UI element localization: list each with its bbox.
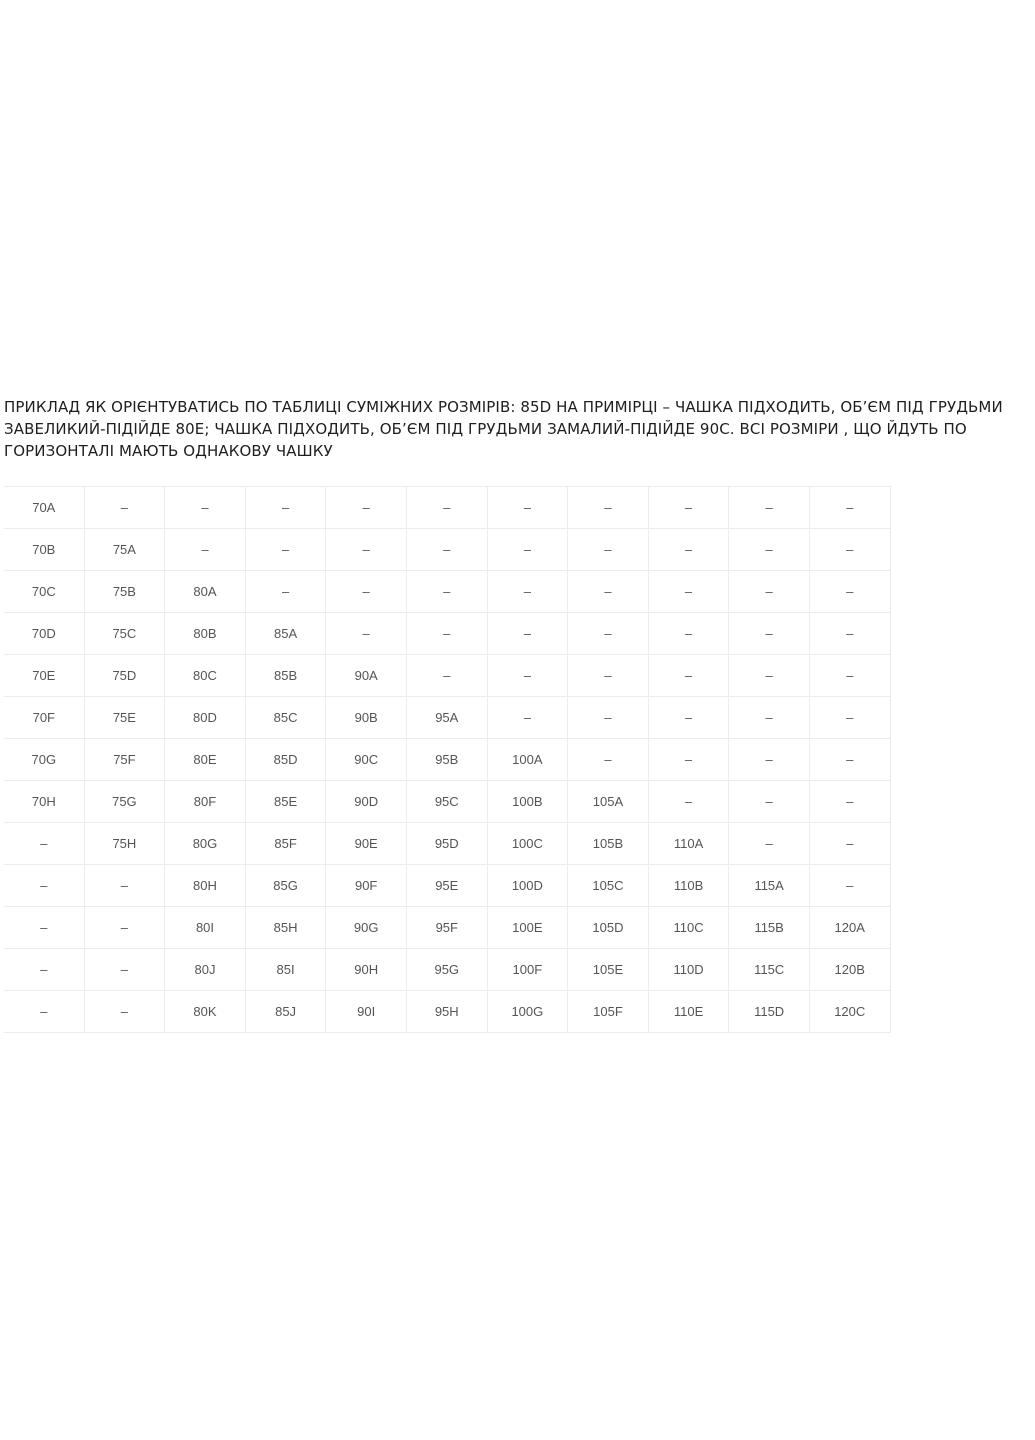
table-row <box>4 823 890 865</box>
table-cell: 110B <box>648 865 729 907</box>
table-cell: – <box>487 571 568 613</box>
table-cell: – <box>648 613 729 655</box>
table-cell: – <box>568 571 649 613</box>
table-cell: 85D <box>245 739 326 781</box>
table-cell: – <box>4 865 84 907</box>
table-cell: – <box>84 991 165 1033</box>
table-cell: 120B <box>809 949 890 991</box>
table-cell: 110C <box>648 907 729 949</box>
table-cell: – <box>648 655 729 697</box>
table-row <box>4 697 890 739</box>
intro-text: ПРИКЛАД ЯК ОРІЄНТУВАТИСЬ ПО ТАБЛИЦІ СУМІЖНИХ РОЗМІРІВ: 85D НА ПРИМІРЦІ – ЧАШКА ПІДХОДИТЬ, ОБ’ЄМ ПІД ГРУДЬМИ ЗАВЕЛИКИЙ-ПІДІЙДЕ 80Е; ЧАШКА ПІДХОДИТЬ, ОБ’ЄМ ПІД ГРУДЬМИ ЗАМАЛИЙ-ПІДІЙДЕ 90С. ВСІ РОЗМІРИ , ЩО ЙДУТЬ ПО ГОРИЗОНТАЛІ МАЮТЬ ОДНАКОВУ ЧАШКУ <box>4 398 1003 460</box>
table-cell: – <box>245 571 326 613</box>
table-cell: 90D <box>326 781 407 823</box>
table-cell: 115A <box>729 865 810 907</box>
table-cell: – <box>729 739 810 781</box>
table-cell: – <box>84 949 165 991</box>
table-cell: – <box>245 529 326 571</box>
table-cell: 105B <box>568 823 649 865</box>
table-cell: 110D <box>648 949 729 991</box>
table-cell: 90I <box>326 991 407 1033</box>
table-cell: – <box>809 823 890 865</box>
table-cell: – <box>4 991 84 1033</box>
table-cell: 70D <box>4 613 84 655</box>
table-cell: – <box>729 781 810 823</box>
table-cell: 115D <box>729 991 810 1033</box>
table-cell: 100A <box>487 739 568 781</box>
table-cell: 80F <box>165 781 246 823</box>
table-cell: 80B <box>165 613 246 655</box>
table-cell: 80C <box>165 655 246 697</box>
table-cell: 85H <box>245 907 326 949</box>
table-cell: – <box>568 697 649 739</box>
table-row <box>4 571 890 613</box>
table-cell: – <box>568 739 649 781</box>
table-cell: 90B <box>326 697 407 739</box>
table-cell: 90F <box>326 865 407 907</box>
table-cell: – <box>406 571 487 613</box>
table-cell: – <box>406 529 487 571</box>
table-row <box>4 949 890 991</box>
table-cell: – <box>487 529 568 571</box>
table-cell: – <box>809 529 890 571</box>
table-cell: 95F <box>406 907 487 949</box>
table-cell: – <box>809 865 890 907</box>
table-cell: 70A <box>4 487 84 529</box>
table-cell: 100G <box>487 991 568 1033</box>
table-cell: 90A <box>326 655 407 697</box>
table-cell: 80J <box>165 949 246 991</box>
table-cell: 80D <box>165 697 246 739</box>
table-cell: – <box>568 613 649 655</box>
size-table-body <box>4 487 890 1033</box>
table-row <box>4 865 890 907</box>
table-cell: 80K <box>165 991 246 1033</box>
table-cell: 70H <box>4 781 84 823</box>
table-row <box>4 613 890 655</box>
table-cell: 75F <box>84 739 165 781</box>
table-cell: 95A <box>406 697 487 739</box>
table-cell: – <box>809 781 890 823</box>
table-cell: 115B <box>729 907 810 949</box>
table-cell: – <box>809 655 890 697</box>
table-cell: – <box>648 781 729 823</box>
table-cell: 75A <box>84 529 165 571</box>
table-cell: 85E <box>245 781 326 823</box>
table-cell: 80E <box>165 739 246 781</box>
table-cell: 110A <box>648 823 729 865</box>
table-cell: – <box>84 907 165 949</box>
table-cell: – <box>487 487 568 529</box>
table-cell: – <box>165 487 246 529</box>
table-cell: 75D <box>84 655 165 697</box>
table-cell: 90G <box>326 907 407 949</box>
table-row <box>4 991 890 1033</box>
table-cell: 80A <box>165 571 246 613</box>
table-cell: – <box>648 529 729 571</box>
table-cell: 80I <box>165 907 246 949</box>
table-cell: 75H <box>84 823 165 865</box>
table-cell: – <box>729 529 810 571</box>
table-cell: 105C <box>568 865 649 907</box>
table-cell: – <box>729 655 810 697</box>
table-cell: 115C <box>729 949 810 991</box>
table-row <box>4 907 890 949</box>
table-cell: 75G <box>84 781 165 823</box>
table-cell: 95B <box>406 739 487 781</box>
table-cell: – <box>568 487 649 529</box>
table-cell: 75B <box>84 571 165 613</box>
table-cell: – <box>729 697 810 739</box>
table-cell: – <box>326 487 407 529</box>
table-cell: 105A <box>568 781 649 823</box>
table-cell: 95H <box>406 991 487 1033</box>
table-cell: – <box>406 655 487 697</box>
table-cell: 105E <box>568 949 649 991</box>
table-cell: 120C <box>809 991 890 1033</box>
table-cell: 100D <box>487 865 568 907</box>
table-cell: 70G <box>4 739 84 781</box>
table-cell: – <box>809 571 890 613</box>
table-cell: – <box>487 613 568 655</box>
table-row <box>4 655 890 697</box>
table-cell: – <box>245 487 326 529</box>
table-cell: – <box>729 571 810 613</box>
table-cell: – <box>326 571 407 613</box>
table-cell: – <box>84 865 165 907</box>
table-cell: 100E <box>487 907 568 949</box>
table-cell: 85I <box>245 949 326 991</box>
table-cell: 95G <box>406 949 487 991</box>
table-cell: 95E <box>406 865 487 907</box>
table-cell: 85J <box>245 991 326 1033</box>
table-cell: – <box>165 529 246 571</box>
table-cell: 85B <box>245 655 326 697</box>
table-cell: 85G <box>245 865 326 907</box>
table-cell: 120A <box>809 907 890 949</box>
table-cell: – <box>4 949 84 991</box>
table-cell: – <box>487 697 568 739</box>
table-cell: 100B <box>487 781 568 823</box>
table-cell: – <box>84 487 165 529</box>
table-cell: 100F <box>487 949 568 991</box>
table-cell: 100C <box>487 823 568 865</box>
table-cell: – <box>568 529 649 571</box>
table-cell: – <box>326 613 407 655</box>
table-cell: 105D <box>568 907 649 949</box>
table-cell: – <box>648 571 729 613</box>
table-cell: – <box>729 487 810 529</box>
table-cell: – <box>648 697 729 739</box>
table-cell: 105F <box>568 991 649 1033</box>
table-cell: 95C <box>406 781 487 823</box>
table-cell: – <box>487 655 568 697</box>
table-cell: 75C <box>84 613 165 655</box>
table-cell: 85A <box>245 613 326 655</box>
table-cell: – <box>4 907 84 949</box>
table-cell: 85C <box>245 697 326 739</box>
table-cell: – <box>809 697 890 739</box>
table-cell: 90E <box>326 823 407 865</box>
table-cell: 95D <box>406 823 487 865</box>
table-cell: – <box>406 487 487 529</box>
table-cell: 80H <box>165 865 246 907</box>
table-row <box>4 739 890 781</box>
table-cell: – <box>729 613 810 655</box>
table-cell: – <box>809 613 890 655</box>
table-cell: 70B <box>4 529 84 571</box>
table-cell: – <box>809 739 890 781</box>
table-cell: 70E <box>4 655 84 697</box>
table-row <box>4 781 890 823</box>
table-cell: – <box>4 823 84 865</box>
table-cell: – <box>729 823 810 865</box>
table-cell: 90C <box>326 739 407 781</box>
table-cell: – <box>406 613 487 655</box>
table-cell: 70C <box>4 571 84 613</box>
table-row <box>4 487 890 529</box>
table-cell: – <box>809 487 890 529</box>
table-cell: 85F <box>245 823 326 865</box>
table-cell: – <box>326 529 407 571</box>
table-cell: 80G <box>165 823 246 865</box>
table-cell: – <box>648 487 729 529</box>
table-cell: – <box>648 739 729 781</box>
table-cell: 90H <box>326 949 407 991</box>
table-cell: 75E <box>84 697 165 739</box>
table-cell: 70F <box>4 697 84 739</box>
table-row <box>4 529 890 571</box>
table-cell: – <box>568 655 649 697</box>
table-cell: 110E <box>648 991 729 1033</box>
size-table <box>4 486 891 1033</box>
